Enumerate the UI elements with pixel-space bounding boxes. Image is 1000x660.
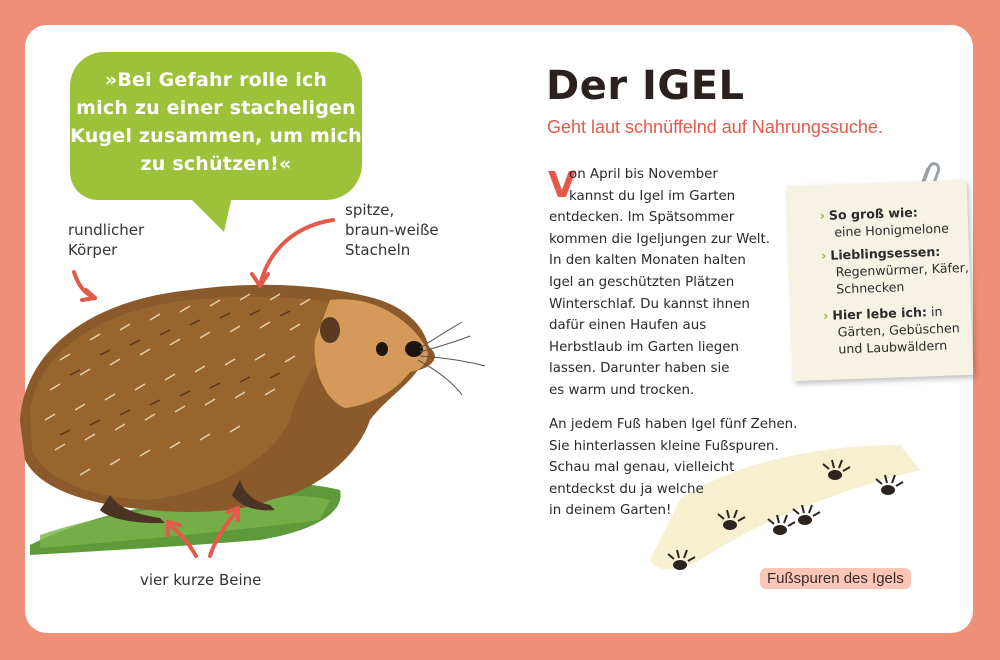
label-spines-line: spitze,	[345, 201, 395, 219]
page-title: Der IGEL	[546, 63, 745, 109]
fact-food	[821, 242, 970, 298]
fact-value: Regenwürmer, Käfer,	[835, 259, 970, 280]
fact-home	[823, 302, 961, 358]
paragraph-line: Sie hinterlassen kleine Fußspuren.	[549, 438, 779, 454]
fact-note	[787, 180, 974, 381]
paragraph-2	[549, 414, 849, 522]
paragraph-line: Igel an geschützten Plätzen	[549, 274, 735, 290]
bubble-line: zu schützen!«	[140, 153, 292, 175]
fact-value: und Laubwäldern	[838, 337, 948, 357]
label-spines-line: braun-weiße	[345, 221, 439, 239]
paragraph-line: lassen. Darunter haben sie	[549, 361, 730, 377]
bubble-line: Kugel zusammen, um mich	[70, 125, 362, 147]
fact-label: Lieblingsessen:	[830, 243, 941, 263]
label-legs: vier kurze Beine	[140, 571, 262, 589]
fact-size	[819, 203, 949, 241]
fact-label: So groß wie:	[828, 204, 919, 223]
speech-bubble-text	[70, 66, 362, 178]
label-body-line: Körper	[68, 241, 118, 259]
hedgehog-illustration	[20, 285, 485, 523]
paragraph-line: Schau mal genau, vielleicht	[549, 460, 735, 476]
paragraph-line: es warm und trocken.	[549, 382, 695, 398]
bubble-tail	[188, 196, 232, 232]
fact-value: Schnecken	[836, 279, 905, 297]
fact-label: Hier lebe ich:	[832, 304, 928, 323]
chevron-right-icon: ›	[819, 207, 826, 224]
paragraph-line: kommen die Igeljungen zur Welt.	[549, 231, 771, 247]
paragraph-line: kannst du Igel im Garten	[569, 188, 736, 204]
paragraph-line: Herbstlaub im Garten liegen	[549, 339, 739, 355]
label-body	[68, 220, 144, 260]
paragraph-line: in deinem Garten!	[549, 503, 672, 519]
label-body-line: rundlicher	[68, 221, 145, 239]
paragraph-line: on April bis November	[569, 167, 718, 182]
footprints-caption: Fußspuren des Igels	[760, 568, 911, 589]
spines-arrow	[260, 220, 333, 285]
drop-cap: V	[548, 165, 576, 206]
paragraph-line: entdecken. Im Spätsommer	[549, 210, 735, 226]
paragraph-line: Winterschlaf. Du kannst ihnen	[549, 296, 750, 312]
label-spines-line: Stacheln	[345, 241, 411, 259]
page-subtitle: Geht laut schnüffelnd auf Nahrungssuche.	[547, 117, 883, 137]
label-spines	[345, 200, 439, 260]
paragraph-line: In den kalten Monaten halten	[549, 253, 746, 269]
fact-value: eine Honigmelone	[834, 220, 950, 240]
paragraph-line: entdeckst du ja welche	[549, 481, 704, 497]
bubble-line: »Bei Gefahr rolle ich	[104, 69, 328, 91]
paragraph-line: dafür einen Haufen aus	[549, 318, 707, 334]
fact-value: Gärten, Gebüschen	[837, 320, 960, 340]
chevron-right-icon: ›	[822, 307, 829, 323]
bubble-line: mich zu einer stacheligen	[76, 97, 356, 119]
paragraph-line: An jedem Fuß haben Igel fünf Zehen.	[549, 417, 798, 432]
fact-value: in	[930, 303, 943, 320]
chevron-right-icon: ›	[820, 247, 827, 264]
